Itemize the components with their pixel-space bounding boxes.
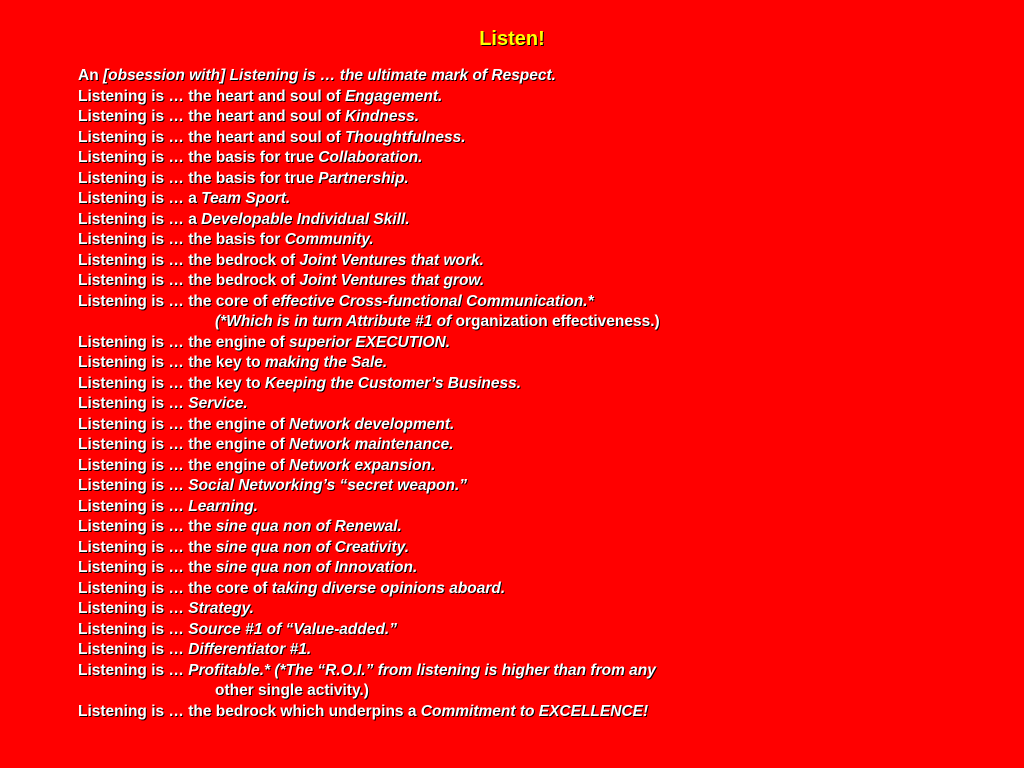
statement-text: Listening is … a [78, 190, 202, 207]
statement-emphasis: Partnership. [318, 169, 409, 187]
statement-emphasis: Collaboration. [318, 149, 423, 166]
statement-emphasis: Engagement. [344, 87, 443, 105]
statement-line [78, 538, 1008, 559]
statement-line [78, 517, 1008, 538]
statement-text: Listening is … the engine of [78, 333, 289, 351]
statement-emphasis: Learning. [188, 497, 258, 515]
statement-line [78, 558, 1008, 579]
statement-emphasis: taking diverse opinions aboard. [271, 579, 506, 597]
statement-text: Listening is … the heart and soul of [78, 87, 345, 105]
statement-text: Listening is … a [78, 210, 202, 228]
statement-text: Listening is … [78, 641, 189, 658]
statement-line [78, 435, 1008, 456]
slide-title: Listen! [479, 28, 545, 50]
statement-line [78, 189, 1008, 210]
statement-emphasis: [obsession with] Listening is … the ultimate mark of Respect. [102, 67, 556, 84]
statement-text: Listening is … the bedrock of [78, 272, 300, 289]
statement-line [78, 271, 1008, 292]
statement-line [78, 353, 1008, 374]
statement-emphasis: superior EXECUTION. [288, 333, 451, 351]
statement-emphasis: Joint Ventures that grow. [299, 272, 485, 289]
statement-line [78, 394, 1008, 415]
statement-line [78, 66, 1008, 87]
statement-line [78, 681, 1008, 702]
statement-emphasis: Network maintenance. [288, 436, 454, 453]
statement-line [78, 640, 1008, 661]
statement-text: Listening is … [78, 620, 189, 638]
statement-text: Listening is … [78, 395, 189, 412]
statement-line [78, 128, 1008, 149]
statement-emphasis: Source #1 of “Value-added.” [188, 620, 397, 638]
statement-line [78, 579, 1008, 600]
statement-line [78, 415, 1008, 436]
statement-text: Listening is … the core of [78, 292, 272, 310]
statement-text: other single activity.) [215, 682, 369, 699]
statement-line [78, 87, 1008, 108]
statement-emphasis: Commitment to EXCELLENCE! [420, 702, 649, 720]
statement-line [78, 292, 1008, 313]
statement-line [78, 476, 1008, 497]
statement-text: Listening is … the basis for [78, 231, 285, 248]
statement-line [78, 230, 1008, 251]
statement-emphasis: Network expansion. [288, 456, 436, 474]
statement-emphasis: Kindness. [344, 108, 420, 125]
statement-line [78, 497, 1008, 518]
statement-emphasis: effective Cross-functional Communication.* [271, 292, 594, 310]
statement-emphasis: sine qua non of Creativity. [215, 538, 410, 556]
statement-line [78, 374, 1008, 395]
statement-line [78, 148, 1008, 169]
statement-emphasis: Service. [188, 395, 248, 412]
statement-text: Listening is … the engine of [78, 436, 289, 453]
statement-emphasis: sine qua non of Innovation. [215, 559, 418, 576]
statement-text: Listening is … the [78, 518, 216, 535]
statement-line [78, 456, 1008, 477]
statement-emphasis: Developable Individual Skill. [201, 210, 410, 228]
statement-emphasis: Keeping the Customer’s Business. [264, 374, 522, 392]
statement-text: Listening is … the core of [78, 579, 272, 597]
statement-text: Listening is … the bedrock which underpins a [78, 702, 421, 720]
statement-text: Listening is … the basis for true [78, 149, 319, 166]
statement-text: Listening is … [78, 661, 189, 679]
statement-line [78, 107, 1008, 128]
statement-text: Listening is … the engine of [78, 415, 289, 433]
statement-line [78, 210, 1008, 231]
statement-text: Listening is … [78, 477, 189, 494]
statement-emphasis: Community. [284, 231, 374, 248]
statement-emphasis: Strategy. [188, 600, 254, 617]
statement-text: Listening is … the heart and soul of [78, 108, 345, 125]
statement-line [78, 312, 1008, 333]
statement-emphasis: Network development. [288, 415, 455, 433]
statement-emphasis: (*Which is in turn Attribute #1 of [215, 313, 456, 330]
statement-emphasis: Differentiator #1. [188, 641, 312, 658]
statement-emphasis: Social Networking’s “secret weapon.” [188, 477, 468, 494]
statement-line [78, 169, 1008, 190]
statement-emphasis: Thoughtfulness. [344, 128, 466, 146]
statement-text: Listening is … [78, 600, 189, 617]
statement-emphasis: sine qua non of Renewal. [215, 518, 402, 535]
statement-text: Listening is … the bedrock of [78, 251, 300, 269]
statement-line [78, 620, 1008, 641]
statement-text: Listening is … [78, 497, 189, 515]
statement-text: Listening is … the [78, 559, 216, 576]
statement-text: Listening is … the heart and soul of [78, 128, 345, 146]
statement-line [78, 333, 1008, 354]
statement-line [78, 251, 1008, 272]
statement-line [78, 599, 1008, 620]
statement-text: Listening is … the key to [78, 354, 265, 371]
statement-line [78, 702, 1008, 723]
statement-line [78, 661, 1008, 682]
statement-emphasis: Team Sport. [201, 190, 291, 207]
statement-tail: organization effectiveness.) [455, 313, 660, 330]
statement-emphasis: making the Sale. [264, 354, 388, 371]
statement-text: An [78, 67, 103, 84]
statement-emphasis: Joint Ventures that work. [299, 251, 484, 269]
statement-text: Listening is … the basis for true [78, 169, 319, 187]
statement-text: Listening is … the engine of [78, 456, 289, 474]
statement-list [78, 66, 1008, 722]
statement-emphasis: Profitable.* (*The “R.O.I.” from listening is higher than from any [188, 661, 656, 679]
statement-text: Listening is … the key to [78, 374, 265, 392]
statement-text: Listening is … the [78, 538, 216, 556]
